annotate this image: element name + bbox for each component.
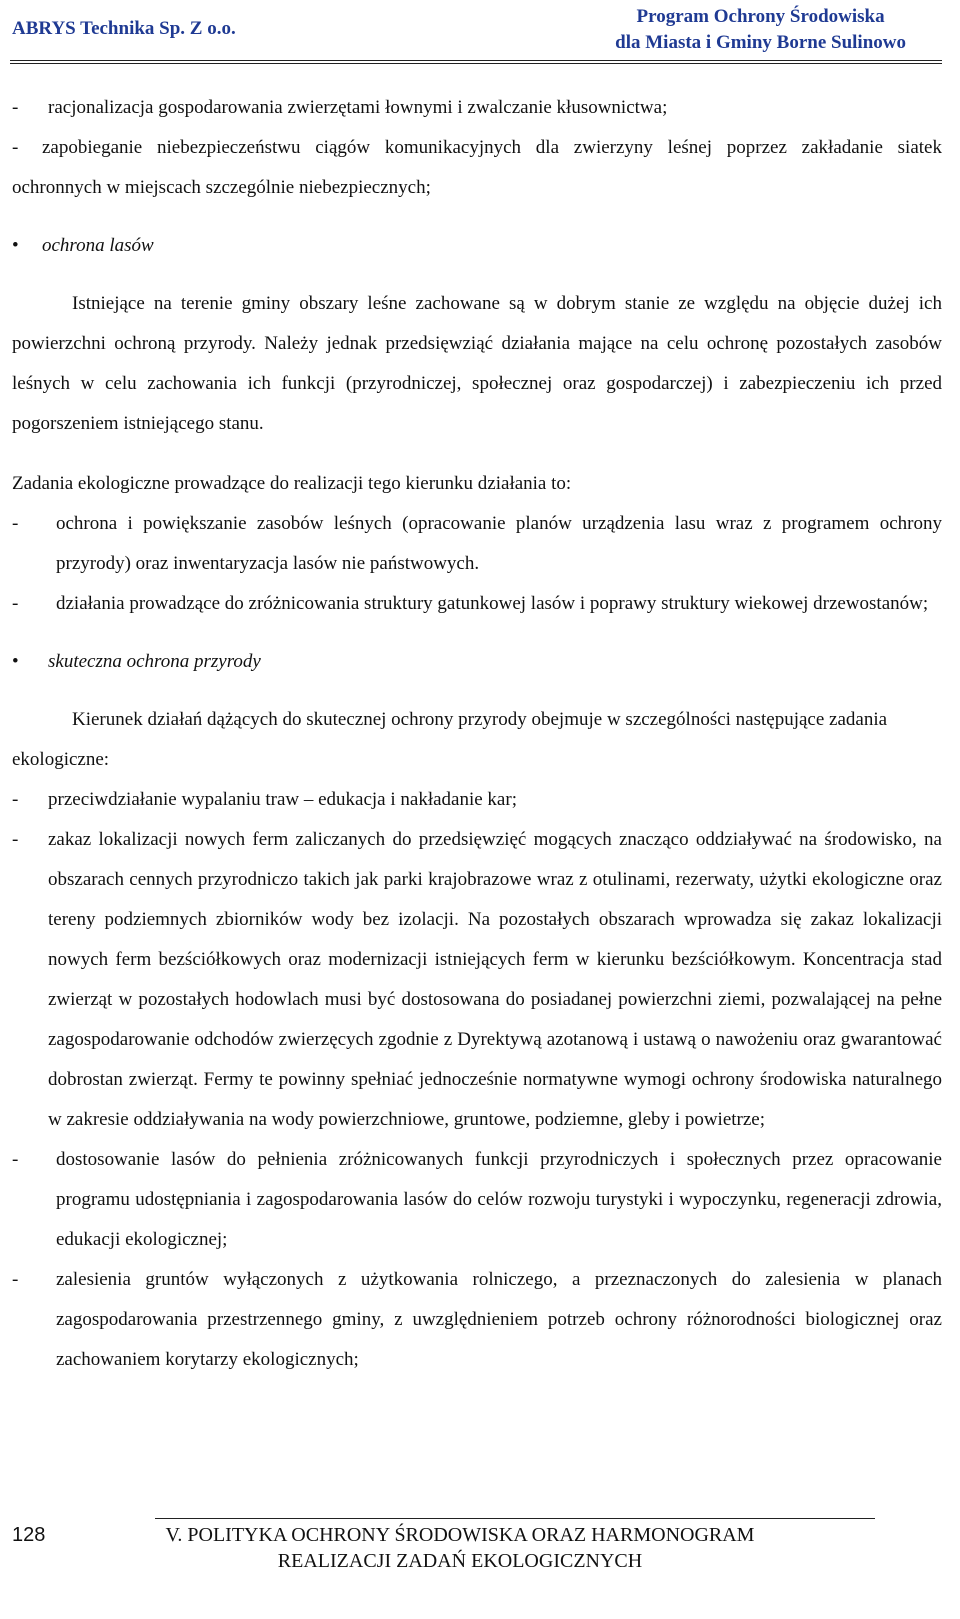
chapter-title-line2: REALIZACJI ZADAŃ EKOLOGICZNYCH [277,1550,643,1572]
dash-marker: - [12,137,19,158]
footer-rule [155,1518,875,1519]
list-item [12,1140,942,1260]
list-item [12,584,942,624]
section-heading [12,642,942,682]
section-heading [12,226,942,266]
chapter-title [150,1522,770,1574]
spacer [12,682,942,700]
page-header [0,0,960,64]
dash-marker: - [12,593,19,614]
page-number: 128 [12,1524,46,1546]
list-item-text: zalesienia gruntów wyłączonych z użytkowania rolniczego, a przeznaczonych do zalesienia w planach zagospodarowania przestrzennego gminy, z uwzględnieniem potrzeb ochrony różnorodności biologicznej oraz zachowaniem korytarzy ekologicznych; [56,1269,942,1370]
list-item [12,780,942,820]
document-body [12,88,942,1380]
list-item-text: zakaz lokalizacji nowych ferm zaliczanych do przedsięwzięć mogących znacząco oddziaływać na środowisko, na obszarach cennych przyrodniczo takich jak parki krajobrazowe wraz z otulinami, rezerwaty, użytki ekologiczne oraz tereny podziemnych zbiorników wody bez izolacji. Na pozostałych obszarach wprowadza się zakaz lokalizacji nowych ferm bezściółkowych oraz modernizacji istniejących ferm w kierunku bezściółkowym. Koncentracja stad zwierząt w pozostałych hodowlach musi być dostosowana do posiadanej powierzchni ziemi, pozwalającej na pełne zagospodarowanie odchodów zwierzęcych zgodnie z Dyrektywą azotanową i ustawą o nawożeniu oraz gwarantować dobrostan zwierząt. Fermy te powinny spełniać jednocześnie normatywne wymogi ochrony środowiska naturalnego w zakresie oddziaływania na wody powierzchniowe, gruntowe, podziemne, gleby i powietrze; [48,829,942,1130]
program-title [615,4,906,56]
bullet-icon: • [12,235,19,256]
list-item-text: zapobieganie niebezpieczeństwu ciągów komunikacyjnych dla zwierzyny leśnej poprzez zakładanie siatek ochronnych w miejscach szczególnie niebezpiecznych; [12,137,942,198]
list-item-text: dostosowanie lasów do pełnienia zróżnicowanych funkcji przyrodniczych i społecznych przez opracowanie programu udostępniania i zagospodarowania lasów do celów rozwoju turystyki i wypoczynku, regeneracji zdrowia, edukacji ekologicznej; [56,1149,942,1250]
dash-marker: - [12,789,19,810]
paragraph: Istniejące na terenie gminy obszary leśne zachowane są w dobrym stanie ze względu na objęcie dużej ich powierzchni ochroną przyrody. Należy jednak przedsięwziąć działania mające na celu ochronę pozostałych zasobów leśnych w celu zachowania ich funkcji (przyrodniczej, społecznej oraz gospodarczej) i zabezpieczeniu ich przed pogorszeniem istniejącego stanu. [12,293,942,434]
list-item [12,128,942,208]
paragraph: Kierunek działań dążących do skutecznej ochrony przyrody obejmuje w szczególności następujące zadania ekologiczne: [12,709,888,770]
page-footer [0,1508,960,1619]
list-item [12,820,942,1140]
spacer [12,208,942,226]
list-item-text: działania prowadzące do zróżnicowania struktury gatunkowej lasów i poprawy struktury wiekowej drzewostanów; [56,593,929,614]
program-title-line1: Program Ochrony Środowiska [636,6,885,27]
list-item-text: przeciwdziałanie wypalaniu traw – edukacja i nakładanie kar; [48,789,517,810]
dash-marker: - [12,1269,19,1290]
section-title: skuteczna ochrona przyrody [48,651,261,672]
list-item [12,504,942,584]
dash-marker: - [12,1149,19,1170]
company-name: ABRYS Technika Sp. Z o.o. [12,18,236,39]
dash-marker: - [12,97,19,118]
dash-marker: - [12,829,19,850]
list-item-text: racjonalizacja gospodarowania zwierzętami łownymi i zwalczanie kłusownictwa; [48,97,668,118]
section-title: ochrona lasów [42,235,154,256]
chapter-title-line1: V. POLITYKA OCHRONY ŚRODOWISKA ORAZ HARMONOGRAM [165,1524,755,1546]
list-item-text: ochrona i powiększanie zasobów leśnych (opracowanie planów urządzenia lasu wraz z programem ochrony przyrody) oraz inwentaryzacja lasów nie państwowych. [56,513,942,574]
tasks-intro: Zadania ekologiczne prowadzące do realizacji tego kierunku działania to: [12,473,572,494]
list-item [12,1260,942,1380]
program-title-line2: dla Miasta i Gminy Borne Sulinowo [615,32,906,53]
dash-marker: - [12,513,19,534]
list-item [12,88,942,128]
spacer [12,444,942,464]
bullet-icon: • [12,651,19,672]
header-rule [10,63,942,64]
spacer [12,266,942,284]
spacer [12,624,942,642]
header-rule [10,60,942,61]
